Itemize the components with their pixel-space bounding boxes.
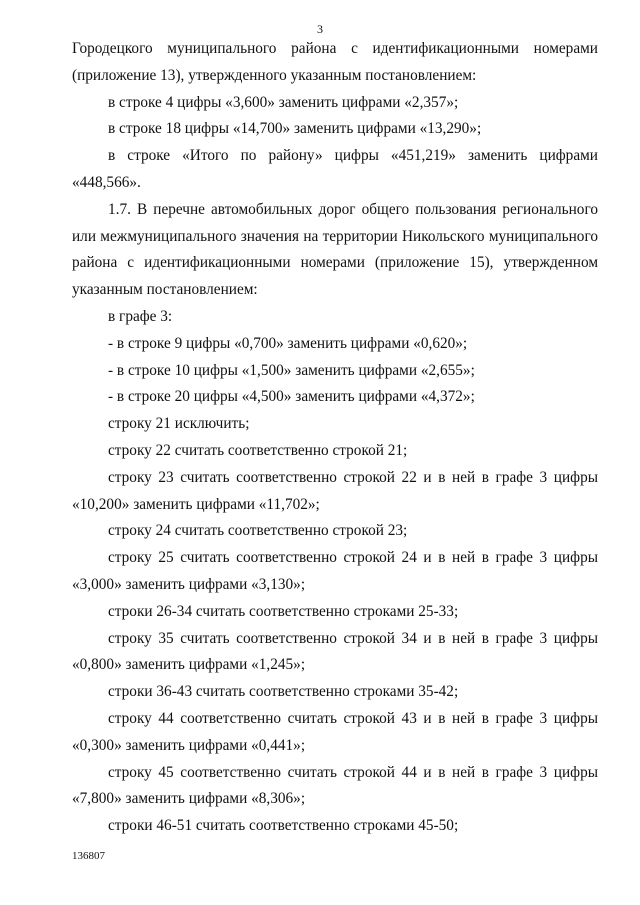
- paragraph: строку 35 считать соответственно строкой 34 и в ней в графе 3 цифры «0,800» заменить цифрами «1,245»;: [72, 629, 598, 674]
- paragraph: - в строке 20 цифры «4,500» заменить цифрами «4,372»;: [108, 388, 475, 406]
- paragraph: строки 26-34 считать соответственно строками 25-33;: [108, 602, 459, 620]
- document-code: 136807: [72, 850, 105, 862]
- paragraph: в графе 3:: [108, 307, 173, 325]
- paragraph: строку 23 считать соответственно строкой 22 и в ней в графе 3 цифры «10,200» заменить цифрами «11,702»;: [72, 468, 598, 513]
- paragraph: строку 44 соответственно считать строкой 43 и в ней в графе 3 цифры «0,300» заменить цифрами «0,441»;: [72, 709, 598, 754]
- paragraph: строку 45 соответственно считать строкой 44 и в ней в графе 3 цифры «7,800» заменить цифрами «8,306»;: [72, 763, 598, 808]
- paragraph: строки 36-43 считать соответственно строками 35-42;: [108, 683, 459, 701]
- paragraph: строку 22 считать соответственно строкой 21;: [108, 441, 408, 459]
- paragraph: в строке 18 цифры «14,700» заменить цифрами «13,290»;: [108, 120, 482, 138]
- paragraph: строку 25 считать соответственно строкой 24 и в ней в графе 3 цифры «3,000» заменить цифрами «3,130»;: [72, 549, 598, 593]
- paragraph: - в строке 9 цифры «0,700» заменить цифрами «0,620»;: [108, 334, 468, 352]
- paragraph: в строке 4 цифры «3,600» заменить цифрами «2,357»;: [108, 93, 459, 111]
- document-body: [72, 36, 598, 840]
- paragraph: Городецкого муниципального района с идентификационными номерами (приложение 13), утвержденного указанным постановлением:: [72, 40, 598, 84]
- paragraph: строку 21 исключить;: [108, 415, 250, 433]
- paragraph: - в строке 10 цифры «1,500» заменить цифрами «2,655»;: [108, 361, 475, 379]
- paragraph: строки 46-51 считать соответственно строками 45-50;: [108, 817, 459, 835]
- page-number: 3: [317, 22, 323, 36]
- paragraph: строку 24 считать соответственно строкой 23;: [108, 522, 408, 540]
- paragraph: 1.7. В перечне автомобильных дорог общего пользования регионального или межмуниципального значения на территории Никольского муниципального района с идентификационными номерами (приложение 15), утвержденном указанным постановлением:: [72, 200, 598, 299]
- paragraph: в строке «Итого по району» цифры «451,219» заменить цифрами «448,566».: [72, 147, 598, 191]
